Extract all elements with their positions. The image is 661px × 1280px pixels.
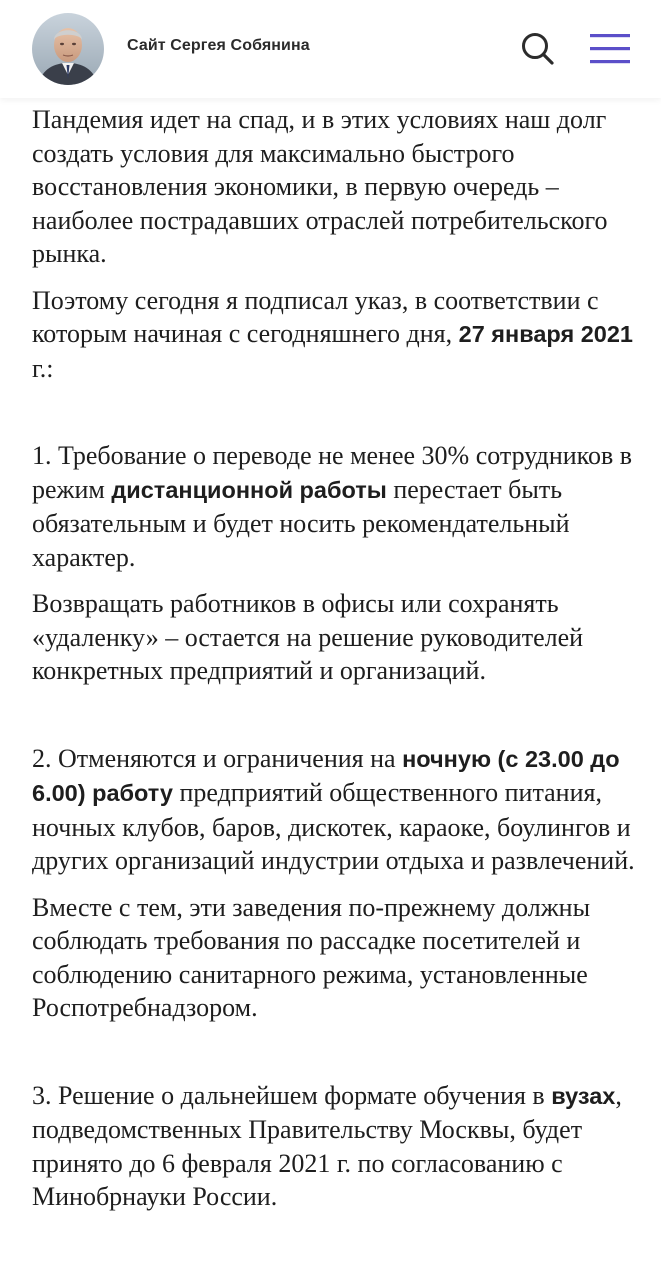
decree-text: Поэтому сегодня я подписал указ, в соответствии с которым начиная с сегодняшнего дня, [32,285,599,348]
item-3-text-end: , подведомственных Правительству Москвы, будет принято до 6 февраля 2021 г. по согласованию с Минобрнауки России. [32,1080,622,1211]
site-header [0,0,661,98]
search-icon [515,27,559,71]
portrait-photo-icon [32,13,104,85]
article-body [32,103,642,1214]
search-button[interactable] [515,27,559,71]
menu-button[interactable] [586,30,632,70]
item-3-highlight: вузах [551,1082,616,1109]
decree-text-end: г.: [32,353,54,383]
article-paragraph-decree [32,284,642,386]
item-2-text-end: предприятий общественного питания, ночных клубов, баров, дискотек, караоке, боулингов и других организаций индустрии отдыха и развлечений. [32,778,635,875]
item-2-text: 2. Отменяются и ограничения на [32,743,403,773]
item-1-highlight: дистанционной работы [111,476,387,503]
item-1-text: 1. Требование о переводе не менее 30% сотрудников в режим [32,441,633,504]
article-item-1 [32,439,642,574]
hamburger-menu-icon [586,30,632,70]
article-paragraph-pandemic: Пандемия идет на спад, и в этих условиях наш долг создать условия для максимально быстрого восстановления экономики, в первую очередь – наиболее пострадавших отраслей потребительского рынка. [32,105,608,268]
item-3-text: 3. Решение о дальнейшем формате обучения в [32,1080,552,1110]
article-paragraph-offices: Возвращать работников в офисы или сохранять «удаленку» – остается на решение руководителей конкретных предприятий и организаций. [32,589,584,685]
article-paragraph-requirements: Вместе с тем, эти заведения по-прежнему должны соблюдать требования по рассадке посетителей и соблюдению санитарного режима, установленные Роспотребнадзором. [32,892,591,1022]
article-item-3 [32,1079,642,1214]
site-title[interactable]: Сайт Сергея Собянина [127,37,310,54]
item-1-text-end: перестает быть обязательным и будет носить рекомендательный характер. [32,474,570,572]
article-item-2 [32,742,642,878]
item-2-highlight: ночную (с 23.00 до 6.00) работу [32,745,620,806]
decree-date: 27 января 2021 [458,321,633,347]
avatar[interactable] [32,13,104,85]
